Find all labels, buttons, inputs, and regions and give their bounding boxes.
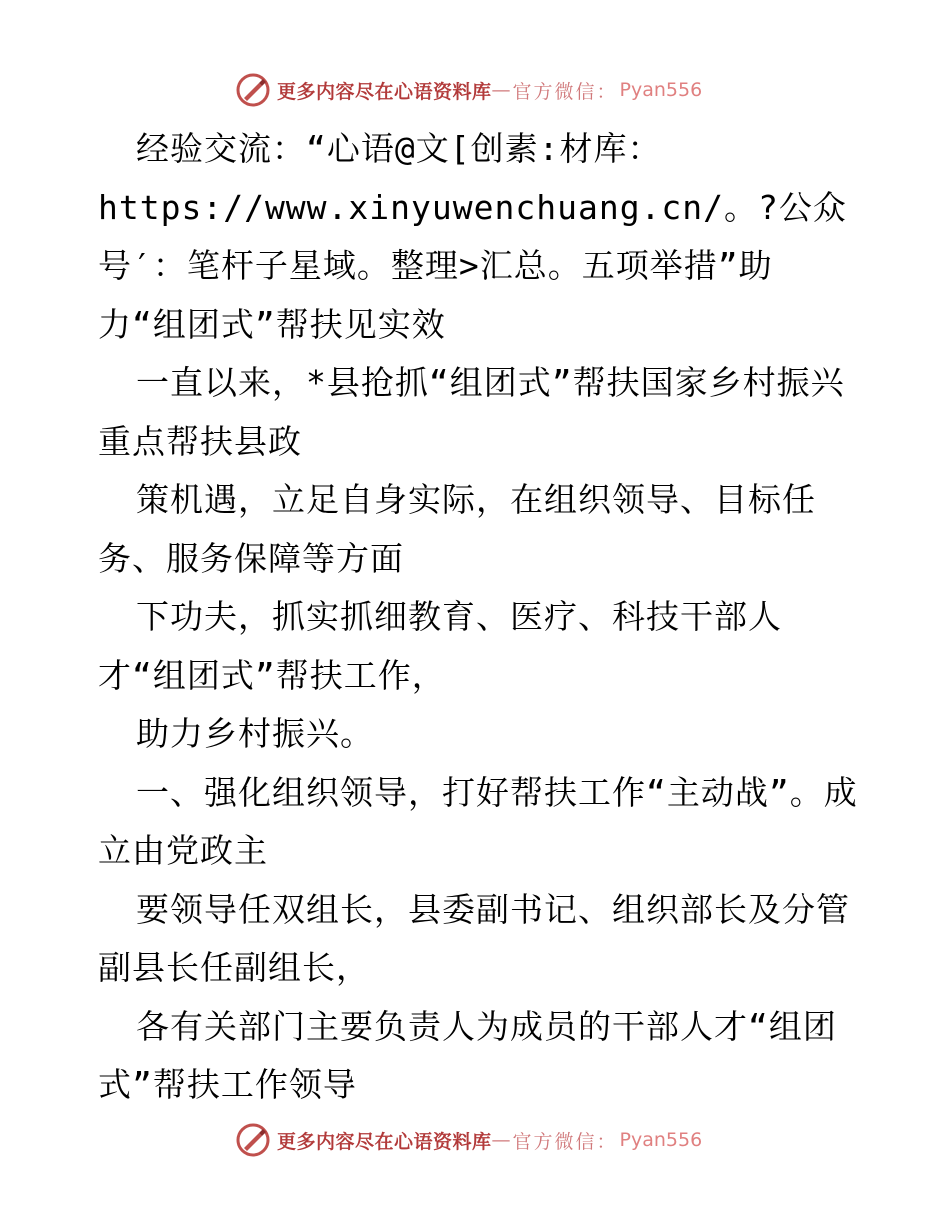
paragraph: 策机遇，立足自身实际，在组织领导、目标任务、服务保障等方面: [98, 480, 816, 578]
banner-slogan: 更多内容尽在心语资料库: [277, 1130, 492, 1153]
paragraph: 各有关部门主要负责人为成员的干部人才“组团式”帮扶工作领导: [98, 1006, 837, 1104]
banner-wechat-label: 官方微信：: [512, 1130, 618, 1153]
paragraph: 要领导任双组长，县委副书记、组织部长及分管副县长任副组长，: [98, 889, 850, 987]
banner-wechat-label: 官方微信：: [512, 80, 618, 103]
pen-logo-icon: [235, 1122, 271, 1158]
banner-separator: —: [491, 1129, 513, 1151]
paragraph: 一、强化组织领导，打好帮扶工作“主动战”。成立由党政主: [98, 772, 858, 870]
footer-banner: [235, 1120, 702, 1160]
banner-wechat-id: Pyan556: [619, 1129, 703, 1151]
paragraph: 下功夫，抓实抓细教育、医疗、科技干部人才“组团式”帮扶工作，: [98, 597, 782, 695]
banner-separator: —: [491, 79, 513, 101]
banner-wechat-id: Pyan556: [619, 79, 703, 101]
paragraph: 经验交流：“心语@文[创素:材库：https://www.xinyuwenchuang.cn/。?公众号′：笔杆子星域。整理>汇总。五项举措”助力“组团式”帮扶见实效: [98, 129, 847, 344]
paragraph: 一直以来，*县抢抓“组团式”帮扶国家乡村振兴重点帮扶县政: [98, 363, 845, 461]
header-banner: [235, 70, 702, 110]
banner-slogan: 更多内容尽在心语资料库: [277, 80, 492, 103]
pen-logo-icon: [235, 72, 271, 108]
paragraph: 助力乡村振兴。: [136, 714, 374, 753]
document-body: [98, 120, 858, 1115]
